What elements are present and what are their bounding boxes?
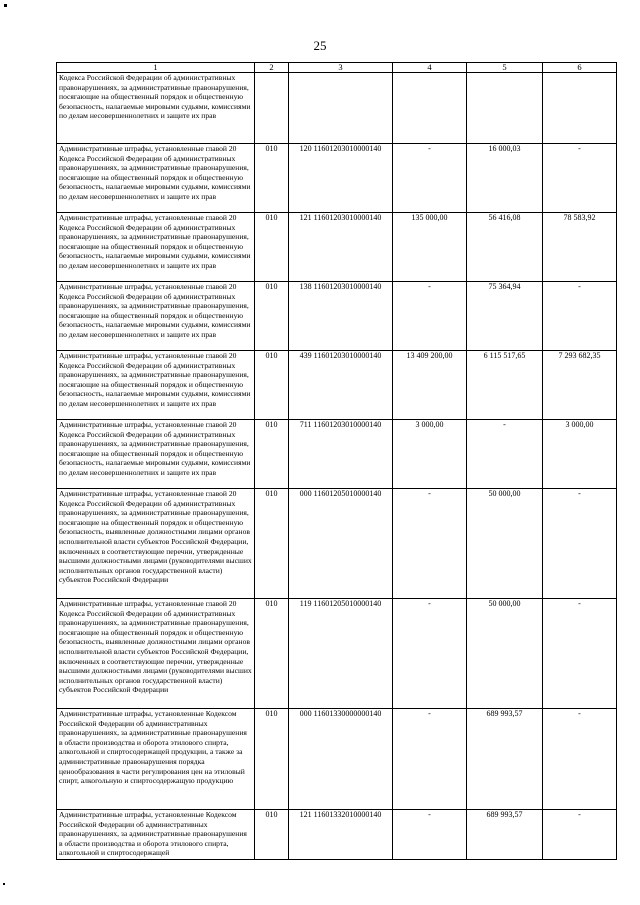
fact-value: 75 364,94	[467, 282, 543, 351]
admin-code: 010	[255, 489, 289, 599]
budget-code: 138 11601203010000140	[289, 282, 393, 351]
fact-value: 6 115 517,65	[467, 351, 543, 420]
scan-dot	[3, 883, 5, 885]
fact-value: 689 993,57	[467, 709, 543, 810]
column-header: 6	[543, 63, 617, 73]
admin-code: 010	[255, 282, 289, 351]
fact-value: -	[467, 420, 543, 489]
admin-code: 010	[255, 709, 289, 810]
column-header: 3	[289, 63, 393, 73]
budget-code: 121 11601332010000140	[289, 810, 393, 860]
prev-value: 7 293 682,35	[543, 351, 617, 420]
admin-code: 010	[255, 144, 289, 213]
row-name: Административные штрафы, установленные Кодексом Российской Федерации об административных правонарушениях, за административные правонарушения в области производства и оборота этилового спирта, алкогольной и спиртосодержащей	[57, 810, 255, 860]
page-number: 25	[313, 38, 327, 53]
plan-value: -	[393, 282, 467, 351]
prev-value: 78 583,92	[543, 213, 617, 282]
scan-mark	[4, 4, 7, 7]
plan-value: -	[393, 709, 467, 810]
table-row	[57, 420, 617, 489]
prev-value: -	[543, 144, 617, 213]
row-name: Административные штрафы, установленные главой 20 Кодекса Российской Федерации об административных правонарушениях, за административные правонарушения, посягающие на общественный порядок и общественную безопасность, налагаемые мировыми судьями, комиссиями по делам несовершеннолетних и защите их прав	[57, 351, 255, 420]
admin-code: 010	[255, 810, 289, 860]
table-row	[57, 351, 617, 420]
fact-value: 16 000,03	[467, 144, 543, 213]
fact-value: 56 416,08	[467, 213, 543, 282]
fact-value: 50 000,00	[467, 599, 543, 709]
budget-code: 439 11601203010000140	[289, 351, 393, 420]
table-row	[57, 810, 617, 860]
table-row	[57, 144, 617, 213]
admin-code: 010	[255, 213, 289, 282]
prev-value: -	[543, 282, 617, 351]
budget-code: 120 11601203010000140	[289, 144, 393, 213]
admin-code: 010	[255, 351, 289, 420]
budget-code: 000 11601330000000140	[289, 709, 393, 810]
table-row	[57, 709, 617, 810]
budget-code: 121 11601203010000140	[289, 213, 393, 282]
prev-value: -	[543, 810, 617, 860]
table-row	[57, 599, 617, 709]
table-row	[57, 489, 617, 599]
budget-code: 119 11601205010000140	[289, 599, 393, 709]
row-name: Административные штрафы, установленные главой 20 Кодекса Российской Федерации об административных правонарушениях, за административные правонарушения, посягающие на общественный порядок и общественную безопасность, выявленные должностными лицами органов исполнительной власти субъектов Российской Федерации, включенных в соответствующие перечни, утвержденные высшими должностными лицами (руководителями высших исполнительных органов государственной власти) субъектов Российской Федерации	[57, 599, 255, 709]
prev-value: 3 000,00	[543, 420, 617, 489]
table-row	[57, 282, 617, 351]
column-header: 1	[57, 63, 255, 73]
budget-code: 711 11601203010000140	[289, 420, 393, 489]
row-name: Административные штрафы, установленные главой 20 Кодекса Российской Федерации об административных правонарушениях, за административные правонарушения, посягающие на общественный порядок и общественную безопасность, налагаемые мировыми судьями, комиссиями по делам несовершеннолетних и защите их прав	[57, 420, 255, 489]
budget-table	[56, 62, 617, 860]
plan-value: -	[393, 599, 467, 709]
row-name: Кодекса Российской Федерации об административных правонарушениях, за административные правонарушения, посягающие на общественный порядок и общественную безопасность, налагаемые мировыми судьями, комиссиями по делам несовершеннолетних и защите их прав	[57, 73, 255, 144]
budget-code: 000 11601205010000140	[289, 489, 393, 599]
prev-value: -	[543, 599, 617, 709]
prev-value: -	[543, 709, 617, 810]
plan-value	[393, 73, 467, 144]
fact-value	[467, 73, 543, 144]
plan-value: -	[393, 489, 467, 599]
column-header: 4	[393, 63, 467, 73]
plan-value: 13 409 200,00	[393, 351, 467, 420]
fact-value: 689 993,57	[467, 810, 543, 860]
admin-code: 010	[255, 420, 289, 489]
row-name: Административные штрафы, установленные главой 20 Кодекса Российской Федерации об административных правонарушениях, за административные правонарушения, посягающие на общественный порядок и общественную безопасность, выявленные должностными лицами органов исполнительной власти субъектов Российской Федерации, включенных в соответствующие перечни, утвержденные высшими должностными лицами (руководителями высших исполнительных органов государственной власти) субъектов Российской Федерации	[57, 489, 255, 599]
plan-value: -	[393, 144, 467, 213]
table-row	[57, 213, 617, 282]
prev-value	[543, 73, 617, 144]
budget-code	[289, 73, 393, 144]
plan-value: -	[393, 810, 467, 860]
header-row	[57, 63, 617, 73]
fact-value: 50 000,00	[467, 489, 543, 599]
row-name: Административные штрафы, установленные Кодексом Российской Федерации об административных правонарушениях, за административные правонарушения в области производства и оборота этилового спирта, алкогольной и спиртосодержащей продукции, а также за административные правонарушения порядка ценообразования в части регулирования цен на этиловый спирт, алкогольную и спиртосодержащую продукцию	[57, 709, 255, 810]
column-header: 5	[467, 63, 543, 73]
row-name: Административные штрафы, установленные главой 20 Кодекса Российской Федерации об административных правонарушениях, за административные правонарушения, посягающие на общественный порядок и общественную безопасность, налагаемые мировыми судьями, комиссиями по делам несовершеннолетних и защите их прав	[57, 213, 255, 282]
table-row	[57, 73, 617, 144]
row-name: Административные штрафы, установленные главой 20 Кодекса Российской Федерации об административных правонарушениях, за административные правонарушения, посягающие на общественный порядок и общественную безопасность, налагаемые мировыми судьями, комиссиями по делам несовершеннолетних и защите их прав	[57, 282, 255, 351]
admin-code: 010	[255, 599, 289, 709]
prev-value: -	[543, 489, 617, 599]
row-name: Административные штрафы, установленные главой 20 Кодекса Российской Федерации об административных правонарушениях, за административные правонарушения, посягающие на общественный порядок и общественную безопасность, налагаемые мировыми судьями, комиссиями по делам несовершеннолетних и защите их прав	[57, 144, 255, 213]
plan-value: 135 000,00	[393, 213, 467, 282]
column-header: 2	[255, 63, 289, 73]
admin-code	[255, 73, 289, 144]
plan-value: 3 000,00	[393, 420, 467, 489]
